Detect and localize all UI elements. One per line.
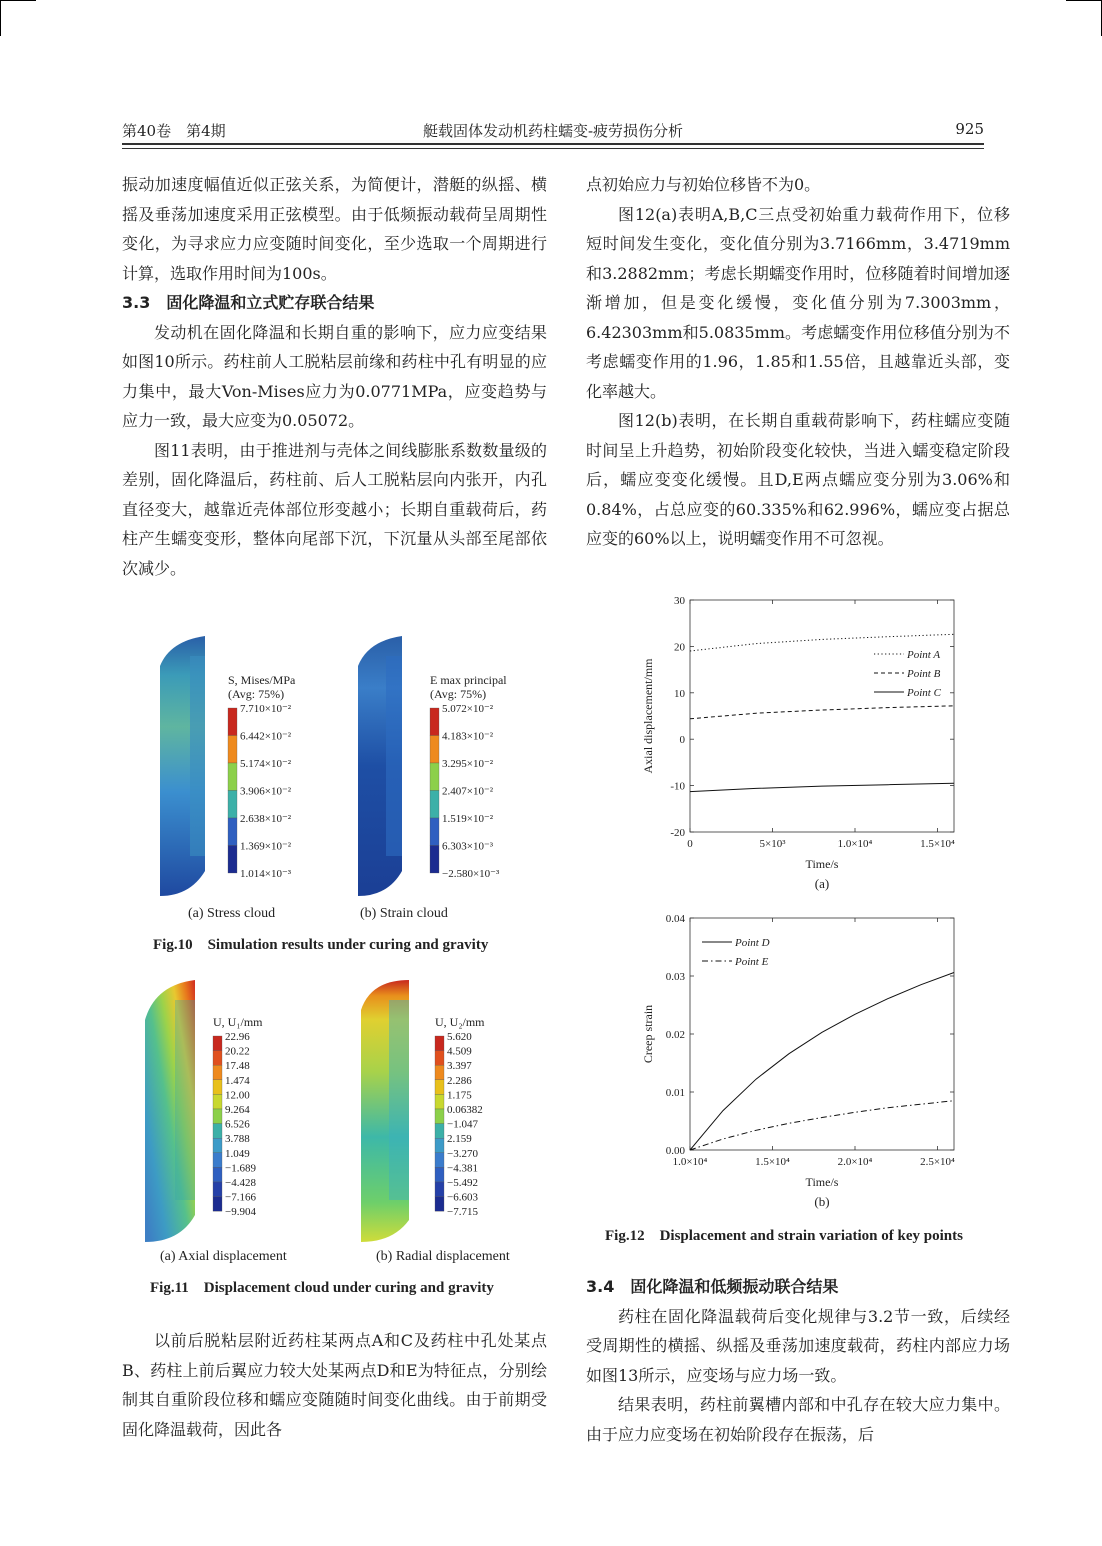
fig11a-subcaption: (a) Axial displacement: [160, 1249, 287, 1264]
legend-title: U, U₂/mm: [435, 1015, 485, 1029]
header-rule-thin: [122, 148, 984, 149]
legend-title: (Avg: 75%): [430, 687, 487, 701]
strain-cloud-bore: [386, 656, 402, 856]
article-title: 艇载固体发动机药柱蠕变-疲劳损伤分析: [422, 122, 684, 140]
right-column-top: [586, 170, 1010, 554]
radial-cloud-bore: [389, 1000, 409, 1200]
fig10-caption: Fig.10 Simulation results under curing and gravity: [153, 937, 489, 953]
paragraph: 图12(b)表明，在长期自重载荷影响下，药柱蠕应变随时间呈上升趋势，初始阶段变化较快，当进入蠕变稳定阶段后，蠕应变变化缓慢。且D,E两点蠕应变分别为3.06%和0.84%，占总应变的60.335%和62.996%，蠕应变占据总应变的60%以上，说明蠕变作用不可忽视。: [586, 411, 1010, 548]
legend-label: −9.904: [225, 1206, 256, 1219]
legend-label: 6.442×10⁻²: [240, 730, 292, 743]
legend-label: 3.906×10⁻²: [240, 785, 292, 798]
legend-swatch: [435, 1138, 444, 1153]
legend-swatch: [435, 1051, 444, 1066]
x-tick-label: 1.5×10⁴: [755, 1156, 790, 1168]
paragraph: 振动加速度幅值近似正弦关系，为简便计，潜艇的纵摇、横摇及垂荡加速度采用正弦模型。由于低频振动载荷呈周期性变化，为寻求应力应变随时间变化，至少选取一个周期进行计算，选取作用时间为100s。: [122, 175, 547, 283]
y-tick-label: 20: [674, 641, 685, 654]
legend-swatch: [430, 818, 439, 846]
legend-label: 5.072×10⁻²: [442, 703, 494, 715]
fig11-caption: Fig.11 Displacement cloud under curing and gravity: [150, 1280, 494, 1296]
y-tick-label: 0.00: [665, 1145, 685, 1157]
subfigure-label: (a): [814, 876, 830, 891]
legend-label: 9.264: [225, 1104, 250, 1116]
paragraph: 药柱在固化降温载荷后变化规律与3.2节一致，后续经受周期性的横摇、纵摇及垂荡加速度载荷，药柱内部应力场如图13所示，应变场与应力场一致。: [586, 1306, 1010, 1385]
legend-label: 2.407×10⁻²: [442, 785, 494, 798]
fig10a-subcaption: (a) Stress cloud: [188, 906, 276, 921]
legend-label: 22.96: [225, 1031, 250, 1043]
y-tick-label: -20: [670, 827, 685, 839]
legend-label: −4.381: [447, 1162, 478, 1175]
y-tick-label: 0.01: [665, 1087, 685, 1099]
page-number: 925: [955, 120, 984, 138]
stress-cloud-bore: [190, 656, 205, 856]
legend-label: −7.715: [447, 1206, 478, 1219]
x-tick-label: 5×10³: [759, 838, 786, 850]
legend-label: 7.710×10⁻²: [240, 703, 292, 715]
legend-swatch: [213, 1094, 222, 1109]
legend-entry: Point B: [907, 668, 941, 680]
y-tick-label: 10: [674, 687, 685, 700]
legend-swatch: [435, 1167, 444, 1182]
y-axis-label: Creep strain: [641, 1004, 655, 1064]
x-tick-label: 2.5×10⁴: [920, 1156, 955, 1168]
series-line-point-c: [690, 783, 954, 791]
legend-swatch: [213, 1109, 222, 1124]
legend-label: −7.166: [225, 1191, 256, 1204]
fig10-stress-strain-clouds: [140, 636, 540, 901]
paragraph: 图11表明，由于推进剂与壳体之间线膨胀系数数量级的差别，固化降温后，药柱前、后人工脱粘层向内张开，内孔直径变大，越靠近壳体部位形变越小；长期自重载荷后，药柱产生蠕变变形，整体向尾部下沉，下沉量从头部至尾部依次减少。: [122, 440, 547, 578]
legend-title: U, U₁/mm: [213, 1015, 263, 1029]
legend-label: 2.159: [447, 1133, 472, 1146]
legend-label: 1.519×10⁻²: [442, 813, 494, 825]
y-tick-label: 0.02: [665, 1029, 685, 1041]
fig10a-legend: [228, 673, 296, 880]
fig11-displacement-clouds: [135, 980, 545, 1242]
legend-swatch: [213, 1138, 222, 1153]
legend-swatch: [435, 1094, 444, 1109]
section-heading-3-4: 3.4 固化降温和低频振动联合结果: [586, 1277, 839, 1296]
legend-label: 2.638×10⁻²: [240, 813, 292, 825]
fig12a-displacement-chart: [620, 592, 990, 902]
fig10b-subcaption: (b) Strain cloud: [360, 906, 448, 921]
legend-swatch: [213, 1153, 222, 1168]
legend-swatch: [430, 736, 439, 764]
legend-swatch: [213, 1080, 222, 1095]
legend-swatch: [430, 846, 439, 874]
legend-swatch: [228, 846, 237, 874]
running-header: [122, 118, 984, 142]
legend-title: E max principal: [430, 673, 507, 687]
legend-swatch: [228, 708, 237, 736]
journal-volume: 第40卷 第4期: [122, 122, 226, 140]
legend-swatch: [213, 1197, 222, 1212]
legend-label: 5.620: [447, 1031, 472, 1043]
fig10b-legend: [430, 673, 507, 880]
fig11a-legend: [213, 1015, 263, 1218]
legend-swatch: [228, 763, 237, 791]
legend-swatch: [213, 1167, 222, 1182]
subfigure-label: (b): [814, 1194, 830, 1209]
legend-swatch: [213, 1051, 222, 1066]
x-axis-label: Time/s: [805, 1175, 839, 1189]
legend-swatch: [435, 1080, 444, 1095]
legend-label: −1.689: [225, 1162, 256, 1175]
legend-swatch: [435, 1153, 444, 1168]
legend-label: 3.295×10⁻²: [442, 758, 494, 770]
y-tick-label: -10: [670, 780, 685, 793]
legend-label: 4.183×10⁻²: [442, 730, 494, 743]
x-tick-label: 1.0×10⁴: [672, 1156, 708, 1168]
legend-swatch: [435, 1109, 444, 1124]
series-line-point-b: [690, 706, 954, 719]
corner-mark-right-h: [1066, 0, 1102, 1]
legend-entry: Point A: [907, 649, 941, 661]
legend-label: 1.014×10⁻³: [240, 868, 292, 880]
legend-label: 0.06382: [447, 1104, 483, 1116]
legend-swatch: [213, 1065, 222, 1080]
x-tick-label: 2.0×10⁴: [837, 1156, 873, 1168]
legend-label: 6.303×10⁻³: [442, 840, 494, 853]
legend-swatch: [435, 1182, 444, 1197]
legend-swatch: [213, 1036, 222, 1051]
legend-entry: Point E: [735, 956, 769, 968]
legend-label: −3.270: [447, 1147, 478, 1160]
plot-frame: [690, 600, 954, 832]
legend-entry: Point D: [735, 937, 770, 949]
legend-label: 1.474: [225, 1074, 250, 1087]
axial-cloud-bore: [175, 1000, 195, 1200]
legend-swatch: [430, 708, 439, 736]
legend-label: −1.047: [447, 1118, 478, 1131]
legend-label: 20.22: [225, 1045, 250, 1058]
legend-label: 6.526: [225, 1118, 250, 1131]
legend-label: 3.397: [447, 1060, 472, 1073]
series-line-point-e: [690, 1101, 954, 1150]
legend-entry: Point C: [907, 687, 941, 699]
y-tick-label: 0.03: [665, 971, 685, 983]
legend-label: −6.603: [447, 1191, 478, 1204]
legend-swatch: [213, 1124, 222, 1139]
legend-swatch: [435, 1124, 444, 1139]
x-tick-label: 1.5×10⁴: [920, 838, 955, 850]
left-column-bottom: [122, 1326, 547, 1444]
legend-label: 1.175: [447, 1089, 472, 1102]
x-axis-label: Time/s: [805, 857, 839, 871]
corner-mark-left-v: [0, 0, 1, 36]
legend-swatch: [430, 763, 439, 791]
legend-label: 1.369×10⁻²: [240, 840, 292, 853]
corner-mark-left-h: [0, 0, 36, 1]
legend-title: S, Mises/MPa: [228, 673, 296, 687]
legend-label: 4.509: [447, 1045, 472, 1058]
legend-label: 1.049: [225, 1147, 250, 1160]
legend-swatch: [228, 736, 237, 764]
paragraph: 以前后脱粘层附近药柱某两点A和C及药柱中孔处某点B、药柱上前后翼应力较大处某两点D和E为特征点，分别绘制其自重阶段位移和蠕应变随随时间变化曲线。由于前期受固化降温载荷，因此各: [122, 1331, 547, 1439]
legend-label: 5.174×10⁻²: [240, 758, 292, 770]
paragraph: 图12(a)表明A,B,C三点受初始重力载荷作用下，位移短时间发生变化，变化值分别为3.7166mm，3.4719mm和3.2882mm；考虑长期蠕变作用时，位移随着时间增加逐渐增加，但是变化缓慢，变化值分别为7.3003mm，6.42303mm和5.0835mm。考虑蠕变作用位移值分别为不考虑蠕变作用的1.96，1.85和1.55倍，且越靠近头部，变化率越大。: [586, 204, 1010, 401]
legend-label: 3.788: [225, 1133, 250, 1146]
y-tick-label: 30: [674, 595, 685, 607]
legend-label: −5.492: [447, 1177, 478, 1189]
y-tick-label: 0: [679, 734, 685, 747]
x-tick-label: 1.0×10⁴: [837, 838, 873, 850]
paragraph: 发动机在固化降温和长期自重的影响下，应力应变结果如图10所示。药柱前人工脱粘层前缘和药柱中孔有明显的应力集中，最大Von-Mises应力为0.0771MPa，应变趋势与应力一致，最大应变为0.05072。: [122, 322, 547, 430]
legend-swatch: [213, 1182, 222, 1197]
legend-swatch: [228, 818, 237, 846]
header-rule-thick: [122, 143, 984, 145]
fig12-caption: Fig.12 Displacement and strain variation of key points: [605, 1228, 963, 1244]
x-tick-label: 0: [687, 838, 693, 850]
legend-swatch: [435, 1197, 444, 1212]
paragraph: 点初始应力与初始位移皆不为0。: [586, 175, 821, 194]
section-heading-3-3: 3.3 固化降温和立式贮存联合结果: [122, 293, 375, 312]
series-line-point-d: [690, 973, 954, 1151]
legend-swatch: [228, 791, 237, 819]
y-axis-label: Axial displacement/mm: [641, 658, 655, 774]
fig12b-creep-strain-chart: [620, 910, 990, 1220]
y-tick-label: 0.04: [665, 913, 685, 925]
legend-swatch: [430, 791, 439, 819]
legend-label: 2.286: [447, 1074, 472, 1087]
left-column-top: [122, 170, 547, 583]
legend-swatch: [435, 1036, 444, 1051]
legend-label: 17.48: [225, 1060, 250, 1073]
fig11b-subcaption: (b) Radial displacement: [376, 1249, 510, 1264]
plot-frame: [690, 918, 954, 1150]
legend-label: 12.00: [225, 1089, 250, 1102]
legend-title: (Avg: 75%): [228, 687, 285, 701]
legend-label: −2.580×10⁻³: [442, 868, 500, 880]
legend-label: −4.428: [225, 1177, 256, 1189]
legend-swatch: [435, 1065, 444, 1080]
paragraph: 结果表明，药柱前翼槽内部和中孔存在较大应力集中。由于应力应变场在初始阶段存在振荡，后: [586, 1395, 1010, 1444]
right-column-bottom: [586, 1272, 1010, 1449]
fig11b-legend: [435, 1015, 485, 1218]
